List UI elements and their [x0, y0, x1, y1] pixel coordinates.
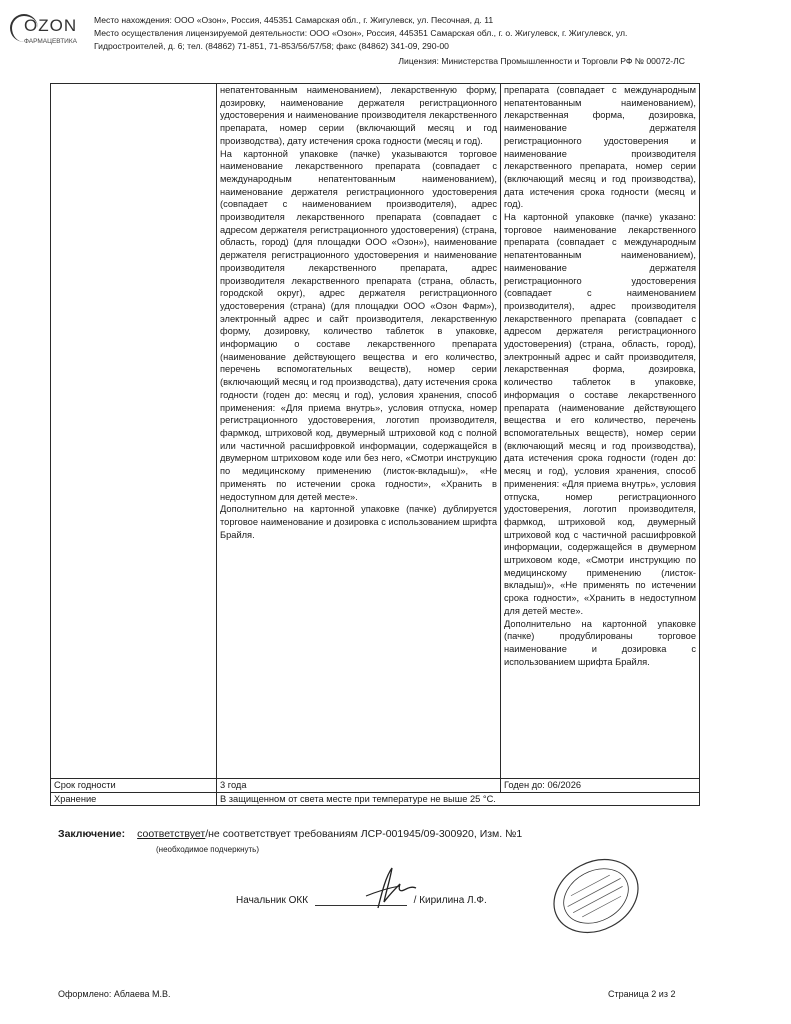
table-cell-result	[501, 84, 700, 779]
document-header	[94, 14, 694, 53]
result-paragraph: На картонной упаковке (пачке) указано: торговое наименование лекарственного препарата (совпадает с международным непатентованным наименованием), наименование держателя регистрационного удостоверения (совпадает с наименованием производителя), адрес производителя лекарственного препарата (совпадает с адресом держателя регистрационного удостоверения) (страна, область, город), электронный адрес и сайт производителя, лекарственная форма, дозировка, количество таблеток в упаковке, информация о составе лекарственного препарата (наименование действующего вещества и его количество, перечень вспомогательных веществ), номер серии (включающий месяц и год производства), дата истечения срока годности (годен до: месяц и год), условия хранения, способ применения: «Для приема внутрь», условия отпуска, номер регистрационного удостоверения, логотип производителя, фармкод, штриховой код, двумерный штриховой код с частичной расшифровкой информации, содержащейся в двумерном штриховом коде, «Смотри инструкцию по медицинскому применению (листок-вкладыш)», «Не применять по истечении срока годности», «Хранить в недоступном для детей месте».	[504, 212, 696, 616]
shelf-life-value: 3 года	[217, 779, 501, 793]
signer-name: / Кирилина Л.Ф.	[413, 895, 487, 906]
analysis-table	[50, 83, 700, 806]
header-activity-place: Место осуществления лицензируемой деятельности: ООО «Озон», Россия, 445351 Самарская обл., г. о. Жигулевск, г. Жигулевск, ул.	[94, 28, 628, 38]
footer-prepared-by: Оформлено: Аблаева М.В.	[58, 989, 171, 999]
shelf-life-label: Срок годности	[51, 779, 217, 793]
result-paragraph: препарата (совпадает с международным непатентованным наименованием), лекарственная форма, дозировка, наименование держателя регистрационного удостоверения и наименование производителя лекарственного препарата, номер серии (включающий месяц и год производства), дата истечения срока годности (месяц и год).	[504, 85, 696, 210]
requirement-paragraph: На картонной упаковке (пачке) указываются торговое наименование лекарственного препарата (совпадает с международным непатентованным наименованием), наименование держателя регистрационного удостоверения (совпадает с наименованием производителя), адрес производителя лекарственного препарата (совпадает с адресом держателя регистрационного удостоверения) (страна, область, город) (для площадки ООО «Озон»), наименование держателя регистрационного удостоверения и наименование производителя лекарственного препарата, адрес производителя лекарственного препарата (страна, область, городской округ), адрес держателя регистрационного удостоверения (страна) (для площадки ООО «Озон Фарм»), электронный адрес и сайт производителя, лекарственную форму, дозировку, количество таблеток в упаковке, информацию о составе лекарственного препарата (наименование действующего вещества и его количество, перечень вспомогательных веществ), номер серии (включающий месяц и год производства), дату истечения срока годности (годен до: месяц и год), условия хранения, способ применения: «Для приема внутрь», условия отпуска, номер регистрационного удостоверения, логотип производителя, фармкод, штриховой код, двумерный штриховой код с полной или частичной расшифровкой информации, содержащейся в двумерном штриховом коде или без него, «Смотри инструкцию по медицинскому применению (листок-вкладыш)», «Не применять по истечении срока годности», «Хранить в недоступном для детей месте».	[220, 148, 497, 502]
conclusion-selected-option: соответствует	[137, 828, 206, 840]
conclusion-label: Заключение:	[58, 828, 126, 840]
storage-value: В защищенном от света месте при температуре не выше 25 °С.	[217, 792, 700, 806]
stamp-seal	[548, 856, 644, 936]
header-contacts: Гидростроителей, д. 6; тел. (84862) 71-851, 71-853/56/57/58; факс (84862) 341-09, 290-00	[94, 41, 449, 51]
table-cell-requirement	[217, 84, 501, 779]
company-logo	[10, 14, 88, 50]
conclusion-line	[58, 828, 522, 840]
conclusion-text: /не соответствует требованиям ЛСР-001945/09-300920, Изм. №1	[205, 828, 523, 840]
requirement-paragraph: непатентованным наименованием), лекарственную форму, дозировку, наименование держателя регистрационного удостоверения и наименование производителя лекарственного препарата, номер серии (включающий месяц и год производства), дату истечения срока годности (месяц и год).	[220, 85, 497, 146]
signer-role: Начальник ОКК	[236, 895, 309, 906]
header-license: Лицензия: Министерства Промышленности и Торговли РФ № 00072-ЛС	[398, 56, 685, 66]
shelf-life-result: Годен до: 06/2026	[501, 779, 700, 793]
table-row-labeling	[51, 84, 700, 779]
storage-label: Хранение	[51, 792, 217, 806]
footer-page-number: Страница 2 из 2	[608, 989, 676, 999]
result-paragraph: Дополнительно на картонной упаковке (пачке) продублированы торговое наименование и дозировка с использованием шрифта Брайля.	[504, 618, 696, 667]
logo-word: OZON	[24, 16, 78, 35]
requirement-paragraph: Дополнительно на картонной упаковке (пачке) дублируется торговое наименование и дозировка с использованием шрифта Брайля.	[220, 504, 497, 540]
header-address: Место нахождения: ООО «Озон», Россия, 445351 Самарская обл., г. Жигулевск, ул. Песочная, д. 11	[94, 15, 494, 25]
table-row-storage	[51, 792, 700, 806]
conclusion-note: (необходимое подчеркнуть)	[156, 845, 259, 854]
logo-subtitle: ФАРМАЦЕВТИКА	[24, 38, 77, 45]
table-row-shelf-life	[51, 779, 700, 793]
table-cell-label	[51, 84, 217, 779]
handwritten-signature	[356, 862, 426, 912]
